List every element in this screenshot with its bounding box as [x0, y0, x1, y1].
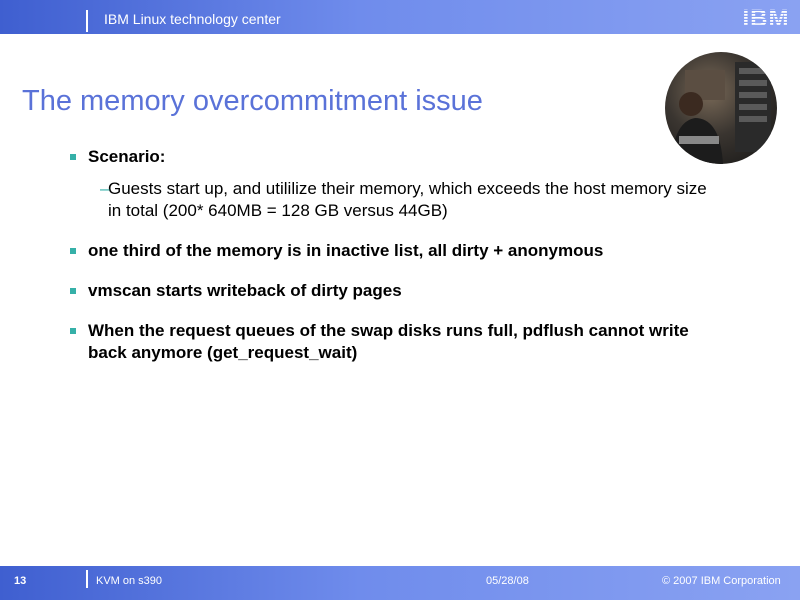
footer-presentation-title: KVM on s390 [96, 575, 163, 587]
slide-title: The memory overcommitment issue [22, 85, 483, 117]
bullet-text: When the request queues of the swap disks runs full, pdflush cannot write back anymore (get_request_wait) [88, 321, 689, 362]
footer-copyright: © 2007 IBM Corporation [662, 575, 781, 587]
ibm-logo-text: IBM [742, 5, 790, 29]
header-bar [0, 0, 800, 34]
dash-icon: – [100, 179, 110, 198]
bullet-text: Scenario: [88, 147, 166, 166]
bullet-text: vmscan starts writeback of dirty pages [88, 281, 402, 300]
bullet-icon [70, 328, 76, 334]
header-divider [86, 10, 88, 32]
sub-bullet-content: Guests start up, and utililize their memory, which exceeds the host memory size in total (200* 640MB = 128 GB versus 44GB) [108, 179, 707, 220]
bullet-icon [70, 288, 76, 294]
bullet-icon [70, 248, 76, 254]
footer-date: 05/28/08 [486, 575, 529, 587]
bullet-icon [70, 154, 76, 160]
ibm-logo [738, 5, 794, 29]
header-title: IBM Linux technology center [104, 11, 281, 27]
footer-divider [86, 570, 88, 588]
footer-bar [0, 566, 800, 600]
page-number: 13 [14, 575, 27, 587]
bullet-text: one third of the memory is in inactive list, all dirty + anonymous [88, 241, 604, 260]
sub-bullet-text [100, 178, 718, 222]
